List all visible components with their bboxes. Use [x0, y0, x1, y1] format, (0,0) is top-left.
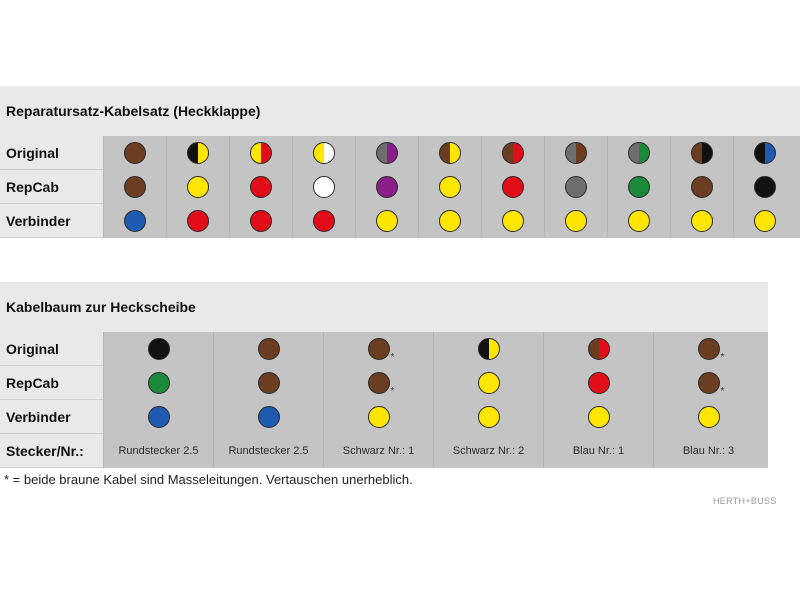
- wire-cell: [292, 204, 355, 238]
- wire-cell: [229, 136, 292, 170]
- wire-color-dot: [258, 406, 280, 428]
- wire-color-dot: [588, 338, 610, 360]
- stecker-cell: [543, 434, 653, 468]
- wire-color-dot: [502, 176, 524, 198]
- wire-cell: [103, 400, 213, 434]
- table1-title: Reparatursatz-Kabelsatz (Heckklappe): [0, 86, 800, 136]
- wire-cell: [607, 204, 670, 238]
- wire-color-dot: [258, 338, 280, 360]
- table2-row: [0, 332, 763, 366]
- wire-color-dot: [478, 406, 500, 428]
- wire-color-dot: [588, 406, 610, 428]
- wire-cell: [103, 204, 166, 238]
- wire-color-dot: [628, 142, 650, 164]
- wire-color-dot: [691, 142, 713, 164]
- wire-color-dot: [187, 142, 209, 164]
- wire-cell: [653, 366, 763, 400]
- table2-row: [0, 366, 763, 400]
- wire-cell: [481, 136, 544, 170]
- wire-color-dot: [691, 210, 713, 232]
- wire-color-dot: [588, 372, 610, 394]
- wire-cell: [544, 204, 607, 238]
- wire-cell: [213, 400, 323, 434]
- wire-color-dot: [313, 210, 335, 232]
- wire-cell: [670, 136, 733, 170]
- stecker-row: [0, 434, 763, 468]
- wire-cell: [229, 204, 292, 238]
- wire-cell: [103, 366, 213, 400]
- wire-color-dot: [439, 176, 461, 198]
- ground-wire-marker: *: [720, 352, 725, 363]
- wire-color-dot: [754, 142, 776, 164]
- wire-cell: [355, 136, 418, 170]
- wire-color-dot: [187, 210, 209, 232]
- ground-wire-marker: *: [390, 386, 395, 397]
- brand-logo: HERTH+BUSS: [713, 496, 777, 506]
- wire-cell: [733, 204, 796, 238]
- wire-color-dot: [250, 176, 272, 198]
- wire-color-dot: [124, 142, 146, 164]
- wire-color-dot: [368, 372, 390, 394]
- stecker-text: Schwarz Nr.: 1: [342, 445, 415, 457]
- wire-color-dot: [565, 210, 587, 232]
- wire-cell: [166, 170, 229, 204]
- stecker-cell: [103, 434, 213, 468]
- wire-cell: [543, 400, 653, 434]
- row-label: RepCab: [0, 170, 103, 204]
- wire-cell: [733, 170, 796, 204]
- wire-color-dot: [698, 372, 720, 394]
- wire-cell: [670, 204, 733, 238]
- wire-cell: [433, 332, 543, 366]
- wire-color-dot: [439, 142, 461, 164]
- wire-color-dot: [565, 176, 587, 198]
- stecker-cell: [213, 434, 323, 468]
- row-label: Original: [0, 332, 103, 366]
- table1-row: [0, 170, 796, 204]
- wire-cell: [733, 136, 796, 170]
- stecker-cell: [653, 434, 763, 468]
- wire-cell: [543, 332, 653, 366]
- wire-cell: [607, 170, 670, 204]
- wire-cell: [229, 170, 292, 204]
- stecker-cell: [433, 434, 543, 468]
- wire-cell: [433, 366, 543, 400]
- wire-cell: [481, 170, 544, 204]
- stecker-text: Blau Nr.: 1: [572, 445, 625, 457]
- stecker-cell: [323, 434, 433, 468]
- wire-cell: [653, 400, 763, 434]
- wire-color-dot: [148, 406, 170, 428]
- stecker-text: Schwarz Nr.: 2: [452, 445, 525, 457]
- wire-cell: [355, 170, 418, 204]
- wire-color-dot: [368, 406, 390, 428]
- wire-cell: [418, 136, 481, 170]
- stecker-text: Rundstecker 2.5: [118, 445, 199, 457]
- wire-color-dot: [478, 338, 500, 360]
- wire-cell: [418, 204, 481, 238]
- stecker-text: Rundstecker 2.5: [228, 445, 309, 457]
- wire-color-dot: [565, 142, 587, 164]
- wire-color-dot: [187, 176, 209, 198]
- table1-row: [0, 136, 796, 170]
- wire-color-dot: [754, 176, 776, 198]
- wire-cell: [213, 332, 323, 366]
- table2-row: [0, 400, 763, 434]
- row-label: Verbinder: [0, 204, 103, 238]
- wire-cell: [103, 136, 166, 170]
- wire-color-dot: [376, 210, 398, 232]
- wire-color-dot: [376, 176, 398, 198]
- wire-cell: [166, 136, 229, 170]
- wire-color-dot: [368, 338, 390, 360]
- wire-cell: [323, 332, 433, 366]
- wire-color-dot: [124, 176, 146, 198]
- wire-color-dot: [250, 210, 272, 232]
- wire-cell: [323, 366, 433, 400]
- wire-cell: [103, 170, 166, 204]
- wire-cell: [213, 366, 323, 400]
- wire-color-dot: [478, 372, 500, 394]
- wire-color-dot: [376, 142, 398, 164]
- wire-color-dot: [313, 176, 335, 198]
- table2-title: Kabelbaum zur Heckscheibe: [0, 282, 768, 332]
- wire-color-dot: [258, 372, 280, 394]
- footnote: * = beide braune Kabel sind Masseleitungen. Vertauschen unerheblich.: [4, 472, 413, 487]
- wire-color-dot: [628, 176, 650, 198]
- ground-wire-marker: *: [390, 352, 395, 363]
- wire-color-dot: [502, 142, 524, 164]
- wire-color-dot: [754, 210, 776, 232]
- wire-color-dot: [698, 338, 720, 360]
- wire-color-dot: [439, 210, 461, 232]
- wire-color-dot: [313, 142, 335, 164]
- wire-color-dot: [250, 142, 272, 164]
- wire-cell: [433, 400, 543, 434]
- wire-cell: [543, 366, 653, 400]
- wire-color-dot: [502, 210, 524, 232]
- wire-cell: [323, 400, 433, 434]
- wire-color-dot: [698, 406, 720, 428]
- wire-cell: [544, 136, 607, 170]
- wire-cell: [292, 136, 355, 170]
- wire-color-dot: [148, 338, 170, 360]
- wire-cell: [418, 170, 481, 204]
- wire-color-dot: [124, 210, 146, 232]
- wire-cell: [481, 204, 544, 238]
- wire-cell: [166, 204, 229, 238]
- wire-color-dot: [148, 372, 170, 394]
- row-label: Original: [0, 136, 103, 170]
- row-label: Verbinder: [0, 400, 103, 434]
- wire-color-dot: [691, 176, 713, 198]
- wire-cell: [544, 170, 607, 204]
- wire-color-dot: [628, 210, 650, 232]
- wire-cell: [355, 204, 418, 238]
- wire-cell: [103, 332, 213, 366]
- ground-wire-marker: *: [720, 386, 725, 397]
- table1-row: [0, 204, 796, 238]
- wire-cell: [292, 170, 355, 204]
- wire-cell: [670, 170, 733, 204]
- wire-cell: [607, 136, 670, 170]
- stecker-text: Blau Nr.: 3: [682, 445, 735, 457]
- wire-cell: [653, 332, 763, 366]
- row-label: Stecker/Nr.:: [0, 434, 103, 468]
- row-label: RepCab: [0, 366, 103, 400]
